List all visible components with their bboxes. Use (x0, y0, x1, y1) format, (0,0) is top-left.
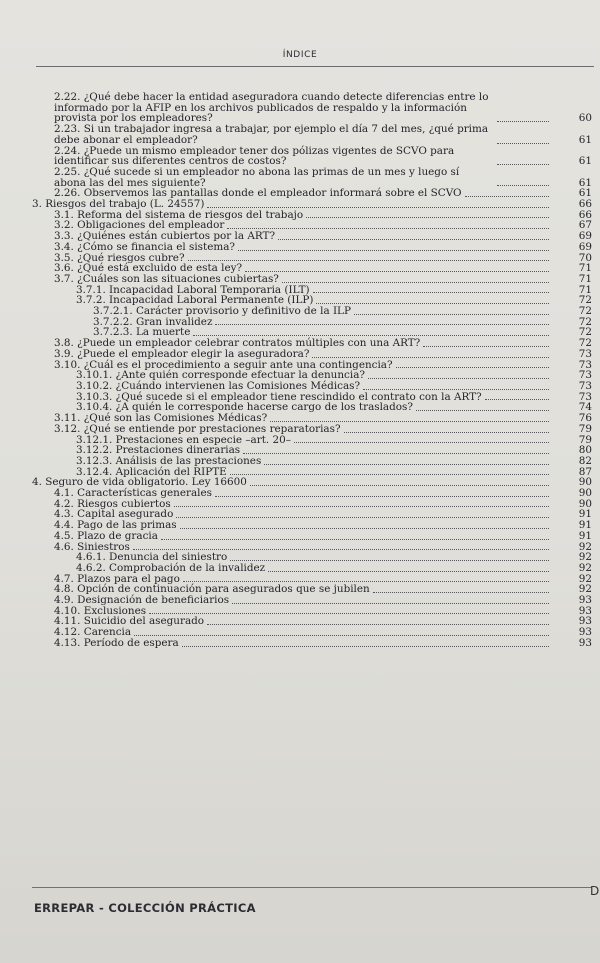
toc-entry (32, 638, 592, 649)
toc-entry-title: 2.24. ¿Puede un mismo empleador tener dos pólizas vigentes de SCVO para identificar sus diferentes centros de costos? (54, 144, 455, 168)
dot-leader (227, 228, 549, 229)
toc-page-number: 73 (578, 358, 592, 371)
dot-leader (230, 560, 549, 561)
toc-page-number: 60 (578, 112, 592, 125)
toc-page-number: 72 (578, 337, 592, 350)
toc-page-number: 79 (578, 422, 592, 435)
toc-entry-title: 3.12. ¿Qué se entiende por prestaciones reparatorias? (54, 422, 341, 435)
dot-leader (238, 250, 549, 251)
toc-page-number: 80 (578, 444, 592, 457)
dot-leader (134, 635, 549, 636)
toc-entry-title: 4.2. Riesgos cubiertos (54, 497, 171, 510)
toc-page-number: 82 (578, 454, 592, 467)
toc-page-number: 70 (578, 251, 592, 264)
toc-entry-title: 2.23. Si un trabajador ingresa a trabajar, por ejemplo el día 7 del mes, ¿qué prima debe abonar el empleador? (54, 123, 489, 146)
dot-leader (278, 239, 549, 240)
toc-entry-title: 4. Seguro de vida obligatorio. Ley 16600 (32, 476, 247, 489)
toc-page-number: 73 (578, 347, 592, 360)
toc-entry (32, 167, 592, 188)
dot-leader (423, 346, 549, 347)
dot-leader (312, 357, 549, 358)
toc-page-number: 92 (578, 561, 592, 574)
toc-entry-title: 3.7.2. Incapacidad Laboral Permanente (ILP) (76, 294, 314, 307)
toc-page-number: 61 (578, 133, 592, 146)
dot-leader (207, 624, 549, 625)
dot-leader (497, 121, 549, 122)
toc-page-number: 71 (578, 272, 592, 285)
toc-entry-title: 3.12.3. Análisis de las prestaciones (76, 454, 262, 467)
dot-leader (176, 517, 549, 518)
dot-leader (485, 399, 549, 400)
toc-entry (32, 124, 592, 145)
toc-entry-title: 3.10.2. ¿Cuándo intervienen las Comisiones Médicas? (76, 379, 361, 392)
dot-leader (243, 453, 549, 454)
dot-leader (268, 571, 549, 572)
dot-leader (207, 207, 549, 208)
toc-page-number: 73 (578, 390, 592, 403)
toc-entry-title: 3.7.2.1. Carácter provisorio y definitivo de la ILP (93, 305, 351, 318)
toc-entry-title: 3.9. ¿Puede el empleador elegir la aseguradora? (54, 347, 310, 360)
dot-leader (282, 282, 549, 283)
toc-entry-title: 3.7.1. Incapacidad Laboral Temporaria (ILT) (76, 283, 310, 296)
toc-page-number: 72 (578, 294, 592, 307)
toc-page-number: 66 (578, 198, 592, 211)
toc-page-number: 92 (578, 572, 592, 585)
toc-entry-title: 4.9. Designación de beneficiarios (54, 594, 230, 607)
toc-page-number: 72 (578, 305, 592, 318)
dot-leader (149, 613, 549, 614)
toc-page-number: 69 (578, 230, 592, 243)
toc-page-number: 73 (578, 379, 592, 392)
toc-page-number: 72 (578, 326, 592, 339)
toc-entry (32, 424, 592, 435)
dot-leader (182, 646, 549, 647)
toc-page-number: 90 (578, 476, 592, 489)
toc-page-number: 92 (578, 583, 592, 596)
toc-page-number: 93 (578, 604, 592, 617)
toc-entry-title: 3. Riesgos del trabajo (L. 24557) (32, 198, 205, 211)
dot-leader (373, 592, 549, 593)
toc-page-number: 93 (578, 636, 592, 649)
toc-entry-title: 3.5. ¿Qué riesgos cubre? (54, 251, 185, 264)
toc-page-number: 73 (578, 369, 592, 382)
toc-page-number: 79 (578, 433, 592, 446)
dot-leader (215, 496, 549, 497)
toc-page-number: 71 (578, 262, 592, 275)
toc-page-number: 91 (578, 519, 592, 532)
toc-page-number: 61 (578, 176, 592, 189)
toc-entry-title: 4.10. Exclusiones (54, 604, 147, 617)
dot-leader (368, 378, 549, 379)
dot-leader (188, 260, 549, 261)
toc-page-number: 93 (578, 615, 592, 628)
toc-entry-title: 3.10.3. ¿Qué sucede si el empleador tiene rescindido el contrato con la ART? (76, 390, 482, 403)
dot-leader (215, 324, 549, 325)
toc-page-number: 74 (578, 401, 592, 414)
toc-entry-title: 2.25. ¿Qué sucede si un empleador no abona las primas de un mes y luego sí abona las del mes siguiente? (54, 165, 460, 189)
dot-leader (245, 271, 549, 272)
toc-page-number: 87 (578, 465, 592, 478)
toc-page-number: 92 (578, 540, 592, 553)
toc-entry-title: 3.11. ¿Qué son las Comisiones Médicas? (54, 412, 268, 425)
dot-leader (294, 442, 549, 443)
toc-entry-title: 3.2. Obligaciones del empleador (54, 219, 225, 232)
dot-leader (193, 335, 549, 336)
dot-leader (396, 367, 549, 368)
toc-entry-title: 4.6.2. Comprobación de la invalidez (76, 561, 266, 574)
header-rule (36, 66, 594, 67)
dot-leader (316, 303, 549, 304)
toc-entry (32, 92, 592, 124)
toc-page-number: 66 (578, 208, 592, 221)
toc-entry-title: 3.12.2. Prestaciones dinerarias (76, 444, 241, 457)
footer-rule (32, 887, 592, 888)
dot-leader (306, 217, 549, 218)
toc-page-number: 90 (578, 487, 592, 500)
footer-publisher: ERREPAR - COLECCIÓN PRÁCTICA (34, 901, 256, 915)
dot-leader (183, 581, 549, 582)
dot-leader (174, 506, 549, 507)
table-of-contents (32, 92, 592, 649)
toc-entry-title: 3.1. Reforma del sistema de riesgos del trabajo (54, 208, 304, 221)
toc-entry (32, 349, 592, 360)
toc-entry-title: 3.3. ¿Quiénes están cubiertos por la ART? (54, 230, 276, 243)
toc-entry-title: 3.7.2.3. La muerte (93, 326, 191, 339)
toc-entry-title: 4.6.1. Denuncia del siniestro (76, 551, 228, 564)
toc-entry-title: 3.6. ¿Qué está excluido de esta ley? (54, 262, 243, 275)
toc-entry-title: 4.12. Carencia (54, 626, 132, 639)
toc-page-number: 71 (578, 283, 592, 296)
toc-entry-title: 4.6. Siniestros (54, 540, 130, 553)
dot-leader (313, 292, 549, 293)
toc-entry-title: 4.8. Opción de continuación para asegurados que se jubilen (54, 583, 370, 596)
toc-entry-title: 3.10.4. ¿A quién le corresponde hacerse cargo de los traslados? (76, 401, 413, 414)
toc-entry-title: 3.12.4. Aplicación del RIPTE (76, 465, 227, 478)
toc-entry-title: 2.22. ¿Qué debe hacer la entidad aseguradora cuando detecte diferencias entre lo informado por la AFIP en los archivos publicados de respaldo y la información provista por los empleadores? (54, 91, 489, 125)
dot-leader (232, 603, 549, 604)
dot-leader (161, 539, 549, 540)
toc-entry-title: 4.4. Pago de las primas (54, 519, 177, 532)
dot-leader (497, 185, 549, 186)
running-head: ÍNDICE (282, 50, 318, 60)
toc-entry-title: 4.11. Suicidio del asegurado (54, 615, 205, 628)
toc-entry (32, 242, 592, 253)
toc-entry-title: 2.26. Observemos las pantallas donde el empleador informará sobre el SCVO (54, 187, 462, 200)
dot-leader (180, 528, 549, 529)
toc-page-number: 92 (578, 551, 592, 564)
toc-page-number: 72 (578, 315, 592, 328)
toc-entry (32, 146, 592, 167)
dot-leader (354, 314, 549, 315)
toc-page-number: 93 (578, 626, 592, 639)
toc-entry-title: 3.10.1. ¿Ante quién corresponde efectuar la denuncia? (76, 369, 365, 382)
dot-leader (497, 143, 549, 144)
toc-page-number: 90 (578, 497, 592, 510)
page-edge-mark: D (590, 884, 600, 898)
dot-leader (250, 485, 549, 486)
toc-page-number: 91 (578, 508, 592, 521)
toc-entry-title: 3.8. ¿Puede un empleador celebrar contratos múltiples con una ART? (54, 337, 421, 350)
toc-page-number: 67 (578, 219, 592, 232)
toc-entry-title: 3.7. ¿Cuáles son las situaciones cubiertas? (54, 272, 279, 285)
toc-page-number: 69 (578, 240, 592, 253)
toc-entry-title: 3.10. ¿Cuál es el procedimiento a seguir ante una contingencia? (54, 358, 393, 371)
toc-entry-title: 4.5. Plazo de gracia (54, 529, 158, 542)
dot-leader (133, 549, 549, 550)
toc-page-number: 93 (578, 594, 592, 607)
dot-leader (465, 196, 549, 197)
dot-leader (270, 421, 549, 422)
toc-entry-title: 4.13. Período de espera (54, 636, 179, 649)
toc-entry-title: 4.7. Plazos para el pago (54, 572, 180, 585)
dot-leader (497, 164, 549, 165)
toc-page-number: 76 (578, 412, 592, 425)
dot-leader (416, 410, 549, 411)
toc-entry (32, 456, 592, 467)
toc-entry-title: 3.4. ¿Cómo se financia el sistema? (54, 240, 235, 253)
toc-entry-title: 4.3. Capital asegurado (54, 508, 174, 521)
dot-leader (264, 464, 549, 465)
toc-page-number: 91 (578, 529, 592, 542)
toc-entry (32, 531, 592, 542)
dot-leader (363, 389, 549, 390)
toc-entry-title: 4.1. Características generales (54, 487, 212, 500)
dot-leader (344, 432, 549, 433)
toc-entry-title: 3.12.1. Prestaciones en especie –art. 20– (76, 433, 291, 446)
toc-page-number: 61 (578, 155, 592, 168)
dot-leader (230, 474, 549, 475)
toc-entry-title: 3.7.2.2. Gran invalidez (93, 315, 213, 328)
toc-page-number: 61 (578, 187, 592, 200)
